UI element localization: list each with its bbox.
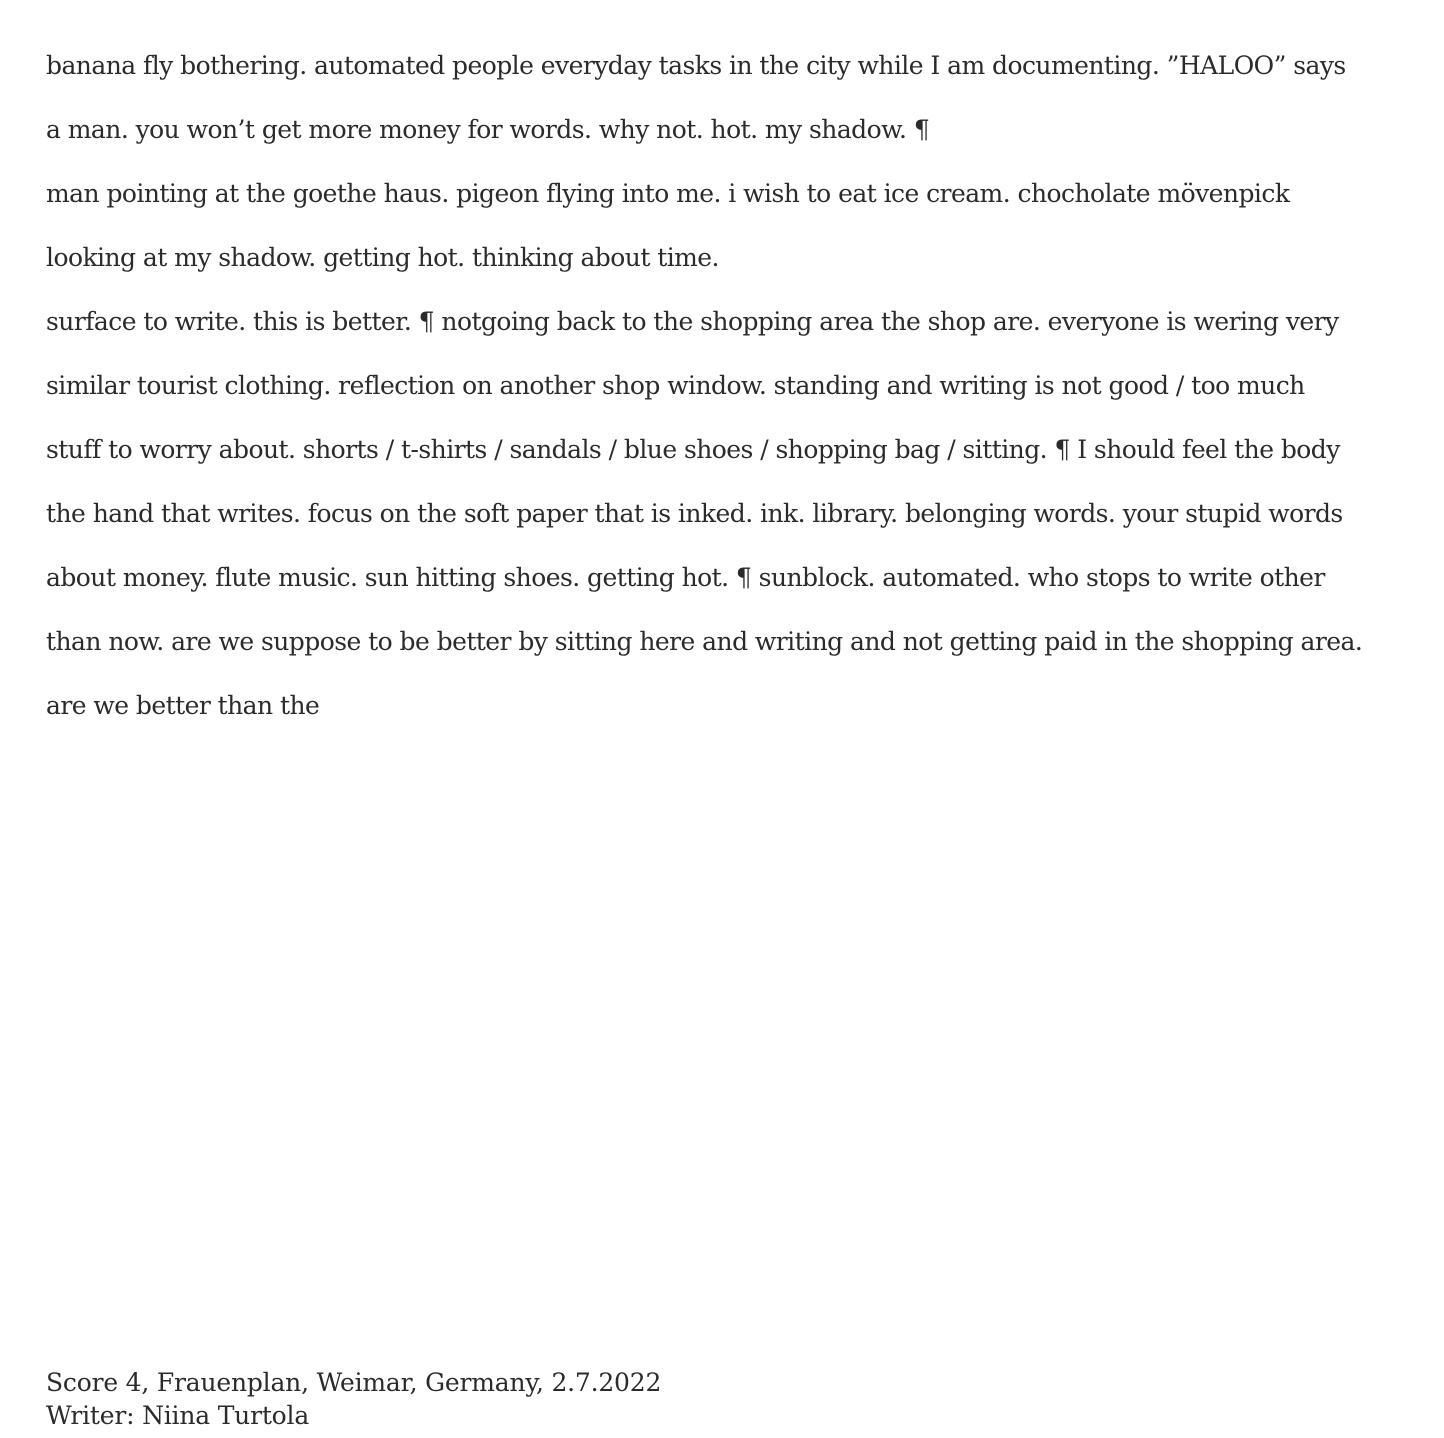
text-line: a man. you won’t get more money for words. why not. hot. my shadow. ¶ (46, 115, 930, 144)
text-line: than now. are we suppose to be better by sitting here and writing and not getting paid in the shopping area. (46, 627, 1363, 656)
text-line: the hand that writes. focus on the soft paper that is inked. ink. library. belonging words. your stupid words (46, 499, 1343, 528)
text-line: about money. flute music. sun hitting shoes. getting hot. ¶ sunblock. automated. who stops to write other (46, 563, 1325, 592)
text-line: are we better than the (46, 691, 320, 720)
credits-footer (46, 1366, 661, 1432)
text-line: similar tourist clothing. reflection on another shop window. standing and writing is not good / too much (46, 371, 1305, 400)
text-line: banana fly bothering. automated people everyday tasks in the city while I am documenting. ”HALOO” says (46, 51, 1346, 80)
writer-credit: Writer: Niina Turtola (46, 1401, 310, 1430)
text-line: looking at my shadow. getting hot. thinking about time. (46, 243, 719, 272)
text-line: man pointing at the goethe haus. pigeon flying into me. i wish to eat ice cream. chocholate mövenpick (46, 179, 1290, 208)
poem-text-block (46, 34, 1406, 738)
text-line: surface to write. this is better. ¶ notgoing back to the shopping area the shop are. everyone is wering very (46, 307, 1339, 336)
score-caption: Score 4, Frauenplan, Weimar, Germany, 2.7.2022 (46, 1368, 662, 1397)
text-line: stuff to worry about. shorts / t-shirts / sandals / blue shoes / shopping bag / sitting. ¶ I should feel the body (46, 435, 1340, 464)
